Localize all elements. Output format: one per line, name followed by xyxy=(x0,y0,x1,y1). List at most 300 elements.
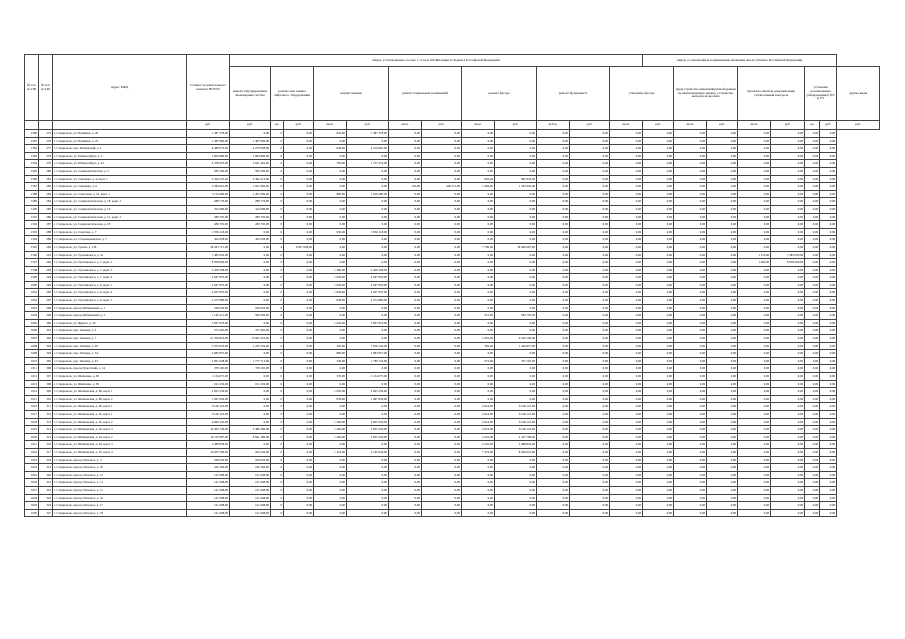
value-cell: 0,00 xyxy=(805,433,820,441)
value-cell: 121 008,00 xyxy=(187,494,230,502)
value-cell: 1 967 856,00 xyxy=(347,395,389,403)
value-cell: 0,00 xyxy=(422,464,462,472)
value-cell: 0 xyxy=(271,395,284,403)
value-cell: 611 256,00 xyxy=(230,380,271,388)
value-cell: 0,00 xyxy=(674,228,707,236)
value-cell: 0,00 xyxy=(771,418,805,426)
value-cell: 0,00 xyxy=(495,350,537,358)
value-cell: 320 xyxy=(39,471,53,479)
value-cell: 0,00 xyxy=(347,175,389,183)
value-cell: 0,00 xyxy=(422,388,462,396)
value-cell: 0 xyxy=(271,312,284,320)
value-cell: 0,00 xyxy=(537,327,570,335)
value-cell: 0,00 xyxy=(347,167,389,175)
value-cell: 0,00 xyxy=(738,418,771,426)
value-cell: 318 xyxy=(39,456,53,464)
table-row xyxy=(25,335,880,343)
value-cell: 0,00 xyxy=(314,335,347,343)
value-cell: 0,00 xyxy=(643,289,674,297)
value-cell: 0,00 xyxy=(284,441,314,449)
value-cell: 0,00 xyxy=(738,137,771,145)
value-cell: 0,00 xyxy=(537,350,570,358)
value-cell: 0,00 xyxy=(805,486,820,494)
value-cell: 0,00 xyxy=(284,160,314,168)
value-cell: 0,00 xyxy=(771,395,805,403)
value-cell: 0,00 xyxy=(495,221,537,229)
value-cell: 0,00 xyxy=(820,152,837,160)
value-cell: 0,00 xyxy=(495,297,537,305)
value-cell: 766,00 xyxy=(314,160,347,168)
value-cell: 0,00 xyxy=(537,426,570,434)
value-cell: 0,00 xyxy=(771,365,805,373)
value-cell: 0,00 xyxy=(230,251,271,259)
value-cell: 0,00 xyxy=(570,471,610,479)
value-cell: 0,00 xyxy=(643,236,674,244)
value-cell: 1 387 000,00 xyxy=(187,137,230,145)
value-cell: 1 260,00 xyxy=(314,418,347,426)
address-cell: г. Ставрополь, ул. Социалистическая, д. 3 xyxy=(53,167,187,175)
value-cell: 0,00 xyxy=(771,266,805,274)
value-cell: 0,00 xyxy=(805,335,820,343)
value-cell: 0,00 xyxy=(643,259,674,267)
value-cell: 0,00 xyxy=(610,426,643,434)
unit-label: руб. xyxy=(707,121,738,130)
value-cell: 0,00 xyxy=(707,221,738,229)
value-cell: 0,00 xyxy=(462,198,495,206)
value-cell: 278 xyxy=(39,152,53,160)
value-cell: 0,00 xyxy=(347,221,389,229)
value-cell: 0,00 xyxy=(643,357,674,365)
value-cell: 0,00 xyxy=(707,274,738,282)
value-cell: 0,00 xyxy=(537,251,570,259)
value-cell: 288 776,00 xyxy=(230,198,271,206)
value-cell: 1630 xyxy=(25,509,39,517)
value-cell: 0,00 xyxy=(738,304,771,312)
value-cell: 0,00 xyxy=(610,205,643,213)
value-cell: 0,00 xyxy=(738,190,771,198)
value-cell: 0,00 xyxy=(738,152,771,160)
value-cell: 0,00 xyxy=(347,251,389,259)
value-cell: 322 086,00 xyxy=(230,205,271,213)
value-cell: 0,00 xyxy=(805,509,820,517)
value-cell: 10 837 596,00 xyxy=(187,448,230,456)
value-cell: 0,00 xyxy=(314,236,347,244)
value-cell: 0,00 xyxy=(314,243,347,251)
value-cell: 0,00 xyxy=(389,243,422,251)
value-cell: 0,00 xyxy=(537,403,570,411)
value-cell: 0,00 xyxy=(738,388,771,396)
value-cell: 0,00 xyxy=(707,327,738,335)
table-row xyxy=(25,228,880,236)
value-cell: 1 959,00 xyxy=(314,289,347,297)
value-cell: 0,00 xyxy=(389,160,422,168)
value-cell: 3 584 661,00 xyxy=(187,183,230,191)
value-cell: 0,00 xyxy=(389,259,422,267)
value-cell: 0,00 xyxy=(570,167,610,175)
value-cell: 1612 xyxy=(25,373,39,381)
value-cell: 0,00 xyxy=(674,380,707,388)
value-cell: 0,00 xyxy=(674,167,707,175)
value-cell: 0,00 xyxy=(230,418,271,426)
address-cell: г. Ставрополь, ул. Шпаковская, д. 94, корп. 3 xyxy=(53,441,187,449)
value-cell: 0,00 xyxy=(805,350,820,358)
value-cell: 0,00 xyxy=(643,471,674,479)
value-cell: 121 008,00 xyxy=(230,486,271,494)
value-cell: 1 959,00 xyxy=(314,281,347,289)
value-cell: 0,00 xyxy=(610,448,643,456)
value-cell: 0 xyxy=(271,289,284,297)
value-cell: 0,00 xyxy=(314,464,347,472)
value-cell: 1 134 075,00 xyxy=(187,373,230,381)
value-cell: 0,00 xyxy=(422,228,462,236)
value-cell: 0,00 xyxy=(537,236,570,244)
value-cell: 0,00 xyxy=(738,502,771,510)
value-cell: 0,00 xyxy=(738,274,771,282)
value-cell: 0,00 xyxy=(230,228,271,236)
value-cell: 0,00 xyxy=(462,502,495,510)
value-cell: 0,00 xyxy=(537,464,570,472)
header-total: Стоимость капитального ремонта ВСЕГО xyxy=(187,55,230,121)
value-cell: 0,00 xyxy=(347,502,389,510)
value-cell: 0,00 xyxy=(674,236,707,244)
value-cell: 0,00 xyxy=(230,130,271,138)
value-cell: 1597 xyxy=(25,259,39,267)
value-cell: 0,00 xyxy=(674,319,707,327)
value-cell: 0,00 xyxy=(707,160,738,168)
value-cell: 0,00 xyxy=(674,456,707,464)
value-cell: 0,00 xyxy=(570,228,610,236)
value-cell: 0,00 xyxy=(284,236,314,244)
value-cell: 313 xyxy=(39,418,53,426)
value-cell: 0,00 xyxy=(230,259,271,267)
value-cell: 0,00 xyxy=(707,464,738,472)
table-row xyxy=(25,395,880,403)
unit-blank xyxy=(39,121,53,130)
value-cell: 0,00 xyxy=(674,130,707,138)
value-cell: 2 616,00 xyxy=(462,403,495,411)
value-cell: 0,00 xyxy=(643,494,674,502)
value-cell: 0,00 xyxy=(537,145,570,153)
value-cell: 0,00 xyxy=(389,365,422,373)
value-cell: 0,00 xyxy=(570,190,610,198)
value-cell: 0,00 xyxy=(389,190,422,198)
value-cell: 0,00 xyxy=(820,213,837,221)
value-cell: 0,00 xyxy=(707,441,738,449)
value-cell: 0,00 xyxy=(495,213,537,221)
address-cell: г. Ставрополь, ул. Спенцера, д. 6 xyxy=(53,183,187,191)
value-cell: 0,00 xyxy=(422,137,462,145)
value-cell: 0,00 xyxy=(643,251,674,259)
value-cell: 0,00 xyxy=(537,388,570,396)
value-cell: 0,00 xyxy=(284,274,314,282)
value-cell: 0,00 xyxy=(422,236,462,244)
value-cell: 856,00 xyxy=(314,395,347,403)
value-cell: 288 776,00 xyxy=(187,198,230,206)
value-cell: 0,00 xyxy=(389,373,422,381)
value-cell: 0,00 xyxy=(805,198,820,206)
value-cell: 0,00 xyxy=(495,190,537,198)
value-cell: 282 xyxy=(39,183,53,191)
address-cell: г. Ставрополь, проезд Фабричный, д. 1 xyxy=(53,304,187,312)
value-cell: 0,00 xyxy=(738,494,771,502)
table-row xyxy=(25,456,880,464)
value-cell: 0 xyxy=(271,418,284,426)
value-cell: 0,00 xyxy=(462,167,495,175)
value-cell: 1608 xyxy=(25,342,39,350)
address-cell: г. Ставрополь, ул. Шпаковская, д. 86, корп. 2 xyxy=(53,395,187,403)
value-cell: 0,00 xyxy=(284,502,314,510)
value-cell: 0,00 xyxy=(738,289,771,297)
value-cell: 1624 xyxy=(25,464,39,472)
value-cell: 8 958 600,00 xyxy=(771,259,805,267)
value-cell: 0,00 xyxy=(537,319,570,327)
value-cell: 0,00 xyxy=(422,221,462,229)
value-cell: 0,00 xyxy=(284,175,314,183)
value-cell: 0,00 xyxy=(771,190,805,198)
value-cell: 0,00 xyxy=(820,456,837,464)
value-cell: 0,00 xyxy=(610,274,643,282)
table-row xyxy=(25,388,880,396)
value-cell: 0,00 xyxy=(537,335,570,343)
unit-label: руб. xyxy=(837,121,880,130)
value-cell: 1 069,00 xyxy=(462,183,495,191)
value-cell: 0,00 xyxy=(314,479,347,487)
value-cell: 0,00 xyxy=(570,395,610,403)
value-cell: 0,00 xyxy=(495,167,537,175)
address-cell: г. Ставрополь, ул. Социалистическая, д. 23 xyxy=(53,221,187,229)
value-cell: 236 056,00 xyxy=(187,304,230,312)
value-cell: 0,00 xyxy=(422,281,462,289)
value-cell: 0,00 xyxy=(462,221,495,229)
value-cell: 0,00 xyxy=(674,471,707,479)
value-cell: 0 xyxy=(271,380,284,388)
value-cell: 0,00 xyxy=(570,373,610,381)
value-cell: 1595 xyxy=(25,243,39,251)
value-cell: 0,00 xyxy=(347,441,389,449)
value-cell: 0,00 xyxy=(495,251,537,259)
value-cell: 0,00 xyxy=(643,304,674,312)
value-cell: 0,00 xyxy=(570,152,610,160)
value-cell: 5 489 386,00 xyxy=(230,426,271,434)
table-row xyxy=(25,357,880,365)
value-cell: 0,00 xyxy=(771,274,805,282)
unit-label: руб. xyxy=(187,121,230,130)
value-cell: 0,00 xyxy=(462,289,495,297)
value-cell: 1 145 211,00 xyxy=(187,312,230,320)
value-cell: 0,00 xyxy=(771,175,805,183)
value-cell: 0,00 xyxy=(537,175,570,183)
value-cell: 0,00 xyxy=(674,251,707,259)
value-cell: 0,00 xyxy=(462,365,495,373)
value-cell: 0,00 xyxy=(643,342,674,350)
table-row xyxy=(25,198,880,206)
header-group-federal: видов, установленных частью 1 статьи 166 Жилищного Кодекса Российской Федерации xyxy=(230,55,643,67)
table-row xyxy=(25,130,880,138)
header-meters: установка коллективных (общедомовых) ПУ и УУ xyxy=(805,67,837,121)
value-cell: 0,00 xyxy=(820,433,837,441)
value-cell: 275 xyxy=(39,130,53,138)
value-cell: 0,00 xyxy=(462,205,495,213)
value-cell: 0,00 xyxy=(610,190,643,198)
value-cell: 1 260,00 xyxy=(314,433,347,441)
value-cell: 0,00 xyxy=(610,410,643,418)
unit-label: куб.м. xyxy=(537,121,570,130)
address-cell: г. Ставрополь, ул. Шпаковская, д. 92, корп. 2 xyxy=(53,418,187,426)
value-cell: 0,00 xyxy=(805,205,820,213)
value-cell: 296 xyxy=(39,289,53,297)
value-cell: 0,00 xyxy=(284,395,314,403)
value-cell: 0,00 xyxy=(570,494,610,502)
value-cell: 0,00 xyxy=(389,350,422,358)
value-cell: 0,00 xyxy=(422,486,462,494)
value-cell: 0,00 xyxy=(314,152,347,160)
address-cell: г. Ставрополь, ул. Социалистическая, д. 19 xyxy=(53,205,187,213)
value-cell: 0,00 xyxy=(771,221,805,229)
value-cell: 899,00 xyxy=(314,190,347,198)
value-cell: 3 444 255,20 xyxy=(187,175,230,183)
address-cell: г. Ставрополь, ул. Тухачевского, д. 9, корп. 1 xyxy=(53,281,187,289)
value-cell: 0,00 xyxy=(771,205,805,213)
value-cell: 289 795,00 xyxy=(230,213,271,221)
value-cell: 0,00 xyxy=(674,152,707,160)
value-cell: 284 xyxy=(39,198,53,206)
value-cell: 0,00 xyxy=(674,509,707,517)
value-cell: 0,00 xyxy=(610,160,643,168)
value-cell: 0,00 xyxy=(707,228,738,236)
value-cell: 0,00 xyxy=(462,160,495,168)
value-cell: 8 958 600,00 xyxy=(187,259,230,267)
value-cell: 0 xyxy=(271,319,284,327)
value-cell: 226 166,00 xyxy=(187,464,230,472)
value-cell: 1 400,00 xyxy=(738,259,771,267)
value-cell: 0,00 xyxy=(707,426,738,434)
value-cell: 325 xyxy=(39,509,53,517)
unit-blank xyxy=(53,121,187,130)
value-cell: 2 225,00 xyxy=(462,433,495,441)
value-cell: 0,00 xyxy=(422,403,462,411)
value-cell: 1 967 856,00 xyxy=(187,395,230,403)
value-cell: 4 647 835,00 xyxy=(347,274,389,282)
value-cell: 0,00 xyxy=(820,167,837,175)
value-cell: 0,00 xyxy=(314,441,347,449)
value-cell: 0,00 xyxy=(422,456,462,464)
value-cell: 0,00 xyxy=(422,145,462,153)
value-cell: 1 056 542,00 xyxy=(347,342,389,350)
value-cell: 0,00 xyxy=(389,433,422,441)
value-cell: 0,00 xyxy=(610,130,643,138)
value-cell: 0,00 xyxy=(771,479,805,487)
value-cell: 326,00 xyxy=(314,342,347,350)
value-cell: 1 387 378,00 xyxy=(187,130,230,138)
value-cell: 0,00 xyxy=(537,479,570,487)
value-cell: 0,00 xyxy=(570,312,610,320)
value-cell: 0,00 xyxy=(462,152,495,160)
repair-schedule-sheet xyxy=(24,54,880,517)
value-cell: 0,00 xyxy=(284,388,314,396)
value-cell: 1 387 378,00 xyxy=(347,130,389,138)
value-cell: 1 864 886,00 xyxy=(187,152,230,160)
value-cell: 0,00 xyxy=(674,426,707,434)
address-cell: г. Ставрополь, пер. Чапаева, д. 29 xyxy=(53,342,187,350)
value-cell: 975,00 xyxy=(462,357,495,365)
value-cell: 0,00 xyxy=(738,327,771,335)
value-cell: 0,00 xyxy=(674,441,707,449)
value-cell: 1 951 900,00 xyxy=(230,183,271,191)
value-cell: 0,00 xyxy=(707,410,738,418)
value-cell: 1589 xyxy=(25,198,39,206)
value-cell: 0,00 xyxy=(610,304,643,312)
value-cell: 0,00 xyxy=(820,160,837,168)
value-cell: 4 270 008,00 xyxy=(230,145,271,153)
value-cell: 0,00 xyxy=(707,198,738,206)
value-cell: 0,00 xyxy=(537,448,570,456)
value-cell: 0,00 xyxy=(805,259,820,267)
value-cell: 0,00 xyxy=(610,395,643,403)
value-cell: 281 xyxy=(39,175,53,183)
address-cell: г. Ставрополь, ул. Пушкина, д. 25 xyxy=(53,137,187,145)
value-cell: 0,00 xyxy=(771,243,805,251)
header-roof: ремонт крыши xyxy=(314,67,389,121)
value-cell: 0,00 xyxy=(537,281,570,289)
value-cell: 0 xyxy=(271,471,284,479)
value-cell: 121 008,00 xyxy=(230,502,271,510)
address-cell: г. Ставрополь, ул. Тухачевского, д. 7, корп. 3 xyxy=(53,266,187,274)
value-cell: 1584 xyxy=(25,160,39,168)
value-cell: 0,00 xyxy=(820,403,837,411)
value-cell: 0,00 xyxy=(610,183,643,191)
value-cell: 0,00 xyxy=(389,137,422,145)
value-cell: 0,00 xyxy=(284,479,314,487)
value-cell: 0 xyxy=(271,464,284,472)
value-cell: 315 xyxy=(39,433,53,441)
header-num-total: № п/п по ПП xyxy=(25,55,39,121)
value-cell: 0,00 xyxy=(537,312,570,320)
value-cell: 0,00 xyxy=(570,479,610,487)
value-cell: 0,00 xyxy=(805,380,820,388)
value-cell: 0,00 xyxy=(389,464,422,472)
table-row xyxy=(25,509,880,517)
value-cell: 1586 xyxy=(25,175,39,183)
value-cell: 0,00 xyxy=(771,228,805,236)
value-cell: 0,00 xyxy=(389,471,422,479)
value-cell: 0,00 xyxy=(422,373,462,381)
value-cell: 0,00 xyxy=(738,342,771,350)
value-cell: 0,00 xyxy=(771,342,805,350)
value-cell: 1 856 118,00 xyxy=(347,228,389,236)
value-cell: 0,00 xyxy=(820,395,837,403)
value-cell: 0,00 xyxy=(643,335,674,343)
value-cell: 0,00 xyxy=(805,304,820,312)
value-cell: 0,00 xyxy=(284,297,314,305)
value-cell: 1619 xyxy=(25,426,39,434)
value-cell: 285 xyxy=(39,205,53,213)
value-cell: 0,00 xyxy=(771,297,805,305)
value-cell: 0,00 xyxy=(738,373,771,381)
table-row xyxy=(25,433,880,441)
value-cell: 0,00 xyxy=(738,183,771,191)
value-cell: 1618 xyxy=(25,418,39,426)
address-cell: г. Ставрополь, ул. Спартака, д. 7 xyxy=(53,228,187,236)
value-cell: 1590 xyxy=(25,205,39,213)
value-cell: 0,00 xyxy=(805,228,820,236)
value-cell: 0 xyxy=(271,152,284,160)
value-cell: 378 165,00 xyxy=(230,365,271,373)
value-cell: 0,00 xyxy=(347,327,389,335)
value-cell: 0,00 xyxy=(462,281,495,289)
value-cell: 0,00 xyxy=(462,137,495,145)
address-cell: г. Ставрополь, проезд Энгельса, д. 13 xyxy=(53,479,187,487)
value-cell: 560 506,00 xyxy=(230,312,271,320)
